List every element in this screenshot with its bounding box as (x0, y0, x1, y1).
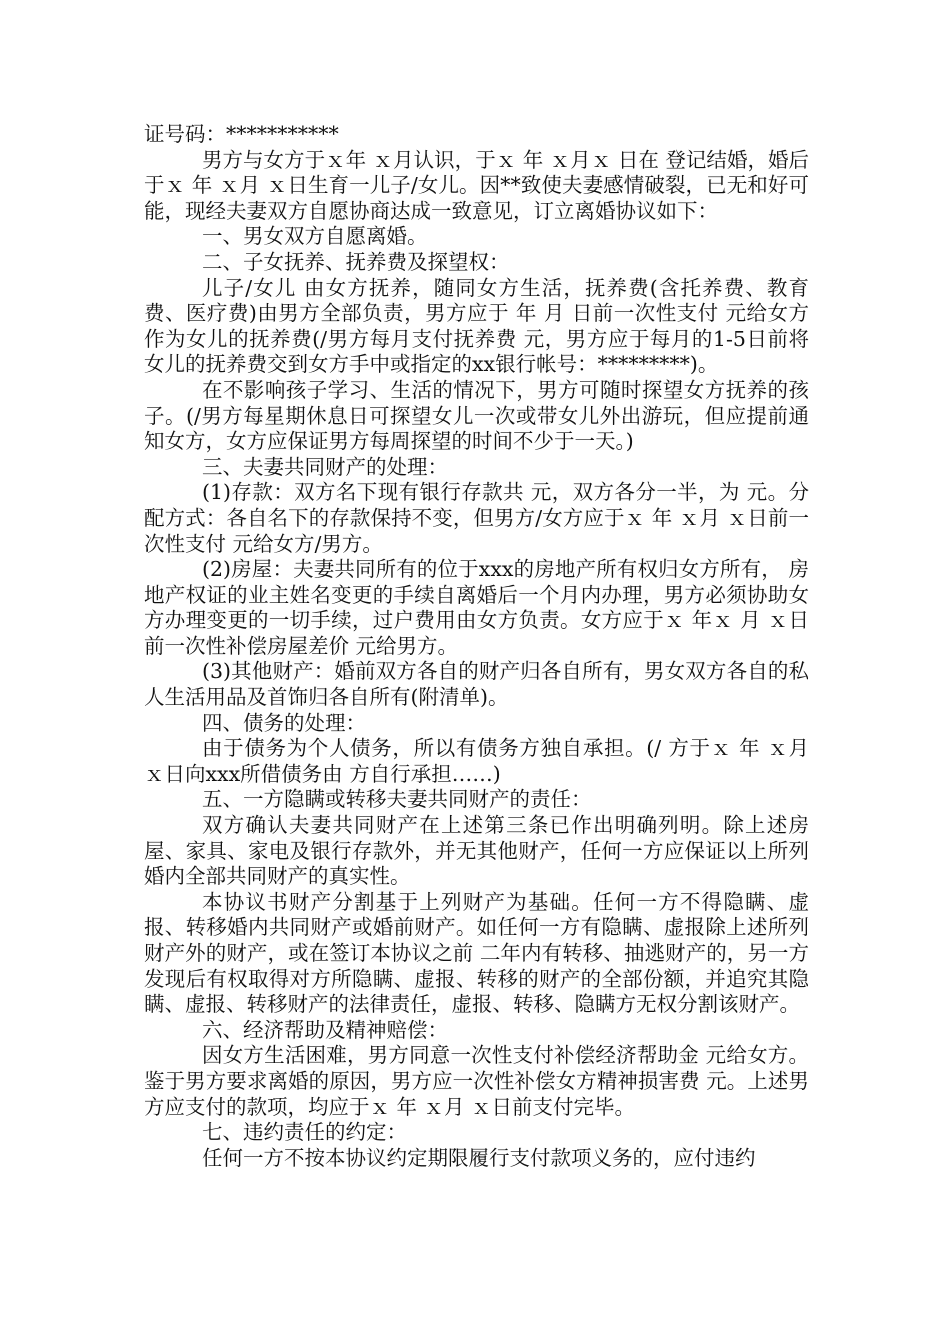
id-number-line: 证号码：*********** (144, 122, 339, 146)
clause-heading-5: 五、一方隐瞒或转移夫妻共同财产的责任： (202, 787, 592, 812)
clause-heading-3: 三、夫妻共同财产的处理： (202, 454, 448, 479)
other-property-paragraph: (3)其他财产：婚前双方各自的财产归各自所有，男女双方各自的私人生活用品及首饰归各自所有(附清单)。 (144, 659, 809, 710)
compensation-paragraph: 因女方生活困难，男方同意一次性支付补偿经济帮助金 元给女方。鉴于男方要求离婚的原因，男方应一次性补偿女方精神损害费 元。上述男方应支付的款项，均应于ｘ 年 ｘ月 ｘ日前支付完毕。 (144, 1043, 809, 1119)
debt-paragraph: 由于债务为个人债务，所以有债务方独自承担。(/ 方于ｘ 年 ｘ月 ｘ日向xxx所借债务由 方自行承担……) (144, 736, 809, 786)
clause-heading-1: 一、男女双方自愿离婚。 (202, 224, 428, 249)
document-body (144, 122, 809, 1171)
house-paragraph: (2)房屋：夫妻共同所有的位于xxx的房地产所有权归女方所有， 房地产权证的业主姓名变更的手续自离婚后一个月内办理，男方必须协助女方办理变更的一切手续，过户费用由女方负责。女方应于ｘ 年ｘ 月 ｘ日前一次性补偿房屋差价 元给男方。 (144, 557, 809, 658)
deposits-paragraph: (1)存款：双方名下现有银行存款共 元，双方各分一半，为 元。分配方式：各自名下的存款保持不变，但男方/女方应于ｘ 年 ｘ月 ｘ日前一次性支付 元给女方/男方。 (144, 480, 809, 556)
clause-heading-6: 六、经济帮助及精神赔偿： (202, 1017, 448, 1042)
property-division-paragraph: 本协议书财产分割基于上列财产为基础。任何一方不得隐瞒、虚报、转移婚内共同财产或婚前财产。如任何一方有隐瞒、虚报除上述所列财产外的财产，或在签订本协议之前 二年内有转移、抽逃财产的，另一方发现后有权取得对方所隐瞒、虚报、转移的财产的全部份额，并追究其隐瞒、虚报、转移财产的法律责任，虚报、转移、隐瞒方无权分割该财产。 (144, 889, 809, 1017)
preamble-paragraph: 男方与女方于ｘ年 ｘ月认识，于ｘ 年 ｘ月ｘ 日在 登记结婚，婚后于ｘ 年 ｘ月 ｘ日生育一儿子/女儿。因**致使夫妻感情破裂，已无和好可能，现经夫妻双方自愿协商达成一致意见，订立离婚协议如下： (144, 147, 809, 223)
property-confirmation-paragraph: 双方确认夫妻共同财产在上述第三条已作出明确列明。除上述房屋、家具、家电及银行存款外，并无其他财产，任何一方应保证以上所列婚内全部共同财产的真实性。 (144, 813, 809, 889)
clause-heading-7: 七、违约责任的约定： (202, 1120, 407, 1145)
visitation-paragraph: 在不影响孩子学习、生活的情况下，男方可随时探望女方抚养的孩子。(/男方每星期休息日可探望女儿一次或带女儿外出游玩，但应提前通知女方，女方应保证男方每周探望的时间不少于一天。) (144, 377, 809, 454)
breach-paragraph: 任何一方不按本协议约定期限履行支付款项义务的，应付违约 (202, 1145, 756, 1170)
child-support-paragraph: 儿子/女儿 由女方抚养，随同女方生活，抚养费(含托养费、教育费、医疗费)由男方全部负责，男方应于 年 月 日前一次性支付 元给女方作为女儿的抚养费(/男方每月支付抚养费 元，男方应于每月的1-5日前将女儿的抚养费交到女方手中或指定的xx银行帐号：*********)。 (144, 275, 809, 377)
clause-heading-4: 四、债务的处理： (202, 710, 366, 735)
clause-heading-2: 二、子女抚养、抚养费及探望权： (202, 249, 510, 274)
